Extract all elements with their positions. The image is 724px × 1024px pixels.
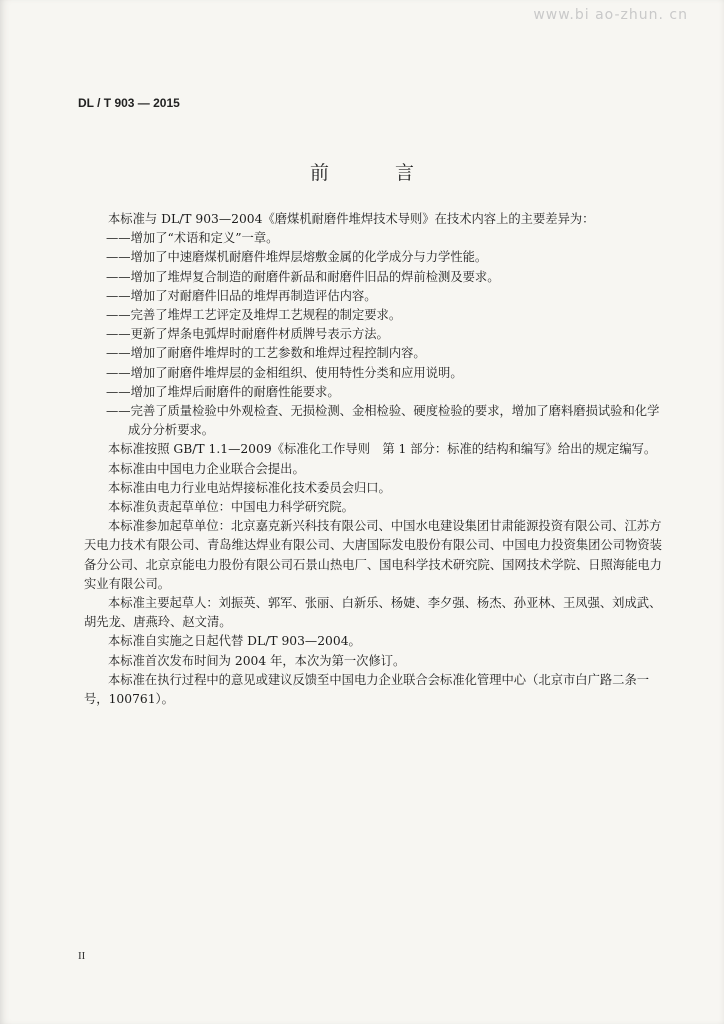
paragraph: 本标准按照 GB/T 1.1—2009《标准化工作导则 第 1 部分：标准的结构和编写》给出的规定编写。 xyxy=(108,442,657,457)
list-item: ——完善了质量检验中外观检查、无损检测、金相检验、硬度检验的要求，增加了磨料磨损试验和化学成分分析要求。 xyxy=(106,404,660,438)
list-item: ——增加了耐磨件堆焊层的金相组织、使用特性分类和应用说明。 xyxy=(106,365,463,380)
paragraph: 本标准自实施之日起代替 DL/T 903—2004。 xyxy=(108,634,361,649)
preface-body xyxy=(84,210,666,709)
paragraph: 本标准在执行过程中的意见或建议反馈至中国电力企业联合会标准化管理中心（北京市白广路二条一号，100761）。 xyxy=(84,672,650,707)
page-title: 前 言 xyxy=(309,162,445,184)
paragraph: 本标准由电力行业电站焊接标准化技术委员会归口。 xyxy=(108,480,391,495)
list-item: ——完善了堆焊工艺评定及堆焊工艺规程的制定要求。 xyxy=(106,308,402,323)
paragraph: 本标准与 DL/T 903—2004《磨煤机耐磨件堆焊技术导则》在技术内容上的主要差异为： xyxy=(108,212,595,226)
paragraph: 本标准参加起草单位：北京嘉克新兴科技有限公司、中国水电建设集团甘肃能源投资有限公司、江苏方天电力技术有限公司、青岛维达焊业有限公司、大唐国际发电股份有限公司、中国电力投资集团公司物资装备分公司、北京京能电力股份有限公司石景山热电厂、国电科学技术研究院、国网技术学院、日照海能电力实业有限公司。 xyxy=(84,519,662,591)
list-item: ——增加了堆焊后耐磨件的耐磨性能要求。 xyxy=(106,384,340,399)
list-item: ——增加了“术语和定义”一章。 xyxy=(106,231,279,246)
standard-number: DL / T 903 — 2015 xyxy=(78,96,180,110)
list-item: ——增加了堆焊复合制造的耐磨件新品和耐磨件旧品的焊前检测及要求。 xyxy=(106,269,500,284)
paragraph: 本标准负责起草单位：中国电力科学研究院。 xyxy=(108,500,354,515)
paragraph: 本标准主要起草人：刘振英、郭军、张丽、白新乐、杨婕、李夕强、杨杰、孙亚林、王凤强、刘成武、胡先龙、唐燕玲、赵文清。 xyxy=(84,596,662,630)
list-item: ——更新了焊条电弧焊时耐磨件材质牌号表示方法。 xyxy=(106,327,389,342)
list-item: ——增加了对耐磨件旧品的堆焊再制造评估内容。 xyxy=(106,288,377,303)
watermark: www.bi ao-zhun. cn xyxy=(533,7,688,23)
page-number: II xyxy=(78,950,86,962)
paragraph: 本标准首次发布时间为 2004 年，本次为第一次修订。 xyxy=(108,653,406,668)
list-item: ——增加了耐磨件堆焊时的工艺参数和堆焊过程控制内容。 xyxy=(106,346,426,361)
list-item: ——增加了中速磨煤机耐磨件堆焊层熔敷金属的化学成分与力学性能。 xyxy=(106,250,488,265)
paragraph: 本标准由中国电力企业联合会提出。 xyxy=(108,461,305,476)
